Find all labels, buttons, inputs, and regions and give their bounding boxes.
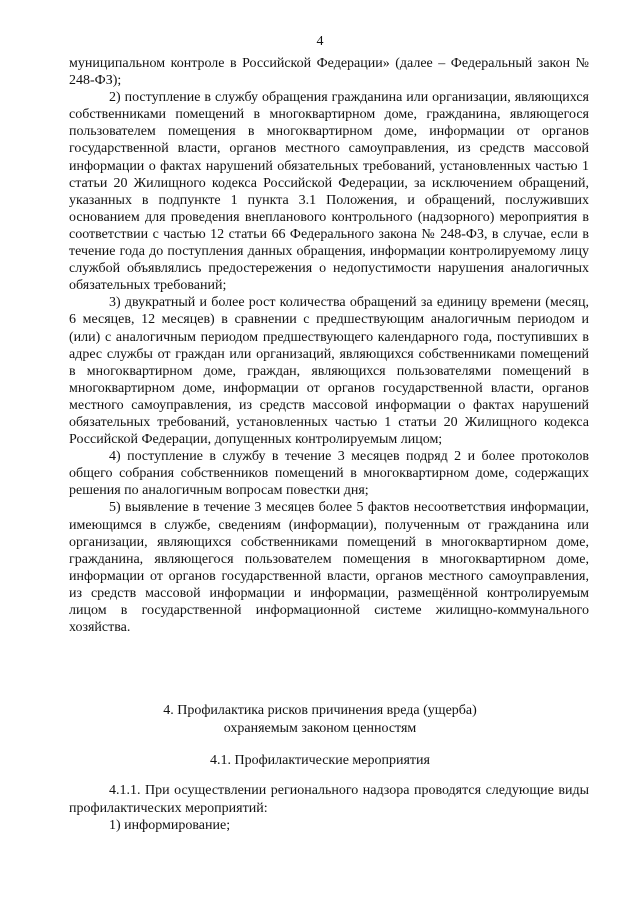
section-heading-line2: охраняемым законом ценностям bbox=[223, 720, 417, 736]
subsection-list-item: 1) информирование; bbox=[109, 818, 231, 833]
subsection-heading: 4.1. Профилактические мероприятия bbox=[210, 753, 430, 768]
page-number: 4 bbox=[316, 34, 324, 49]
section-heading bbox=[0, 702, 640, 737]
document-body bbox=[69, 55, 589, 636]
paragraph-item-2: 2) поступление в службу обращения гражданина или организации, являющихся собственниками помещений в многоквартирном доме, гражданина, являющегося пользователем помещения в многоквартирном доме, информации от органов государственной власти, органов местного самоуправления, из средств массовой информации о фактах нарушений обязательных требований, установленных частью 1 статьи 20 Жилищного кодекса Российской Федерации, за исключением обращений, указанных в подпункте 1 пункта 3.1 Положения, и обращений, послуживших основанием для проведения внепланового контрольного (надзорного) мероприятия в соответствии с частью 12 статьи 66 Федерального закона № 248-ФЗ, в случае, если в течение года до поступления данных обращения, информации контролируемому лицу службой объявлялись предостережения о недопустимости нарушения аналогичных обязательных требований; bbox=[69, 90, 589, 294]
paragraph-continuation: муниципальном контроле в Российской Федерации» (далее – Федеральный закон № 248-ФЗ); bbox=[69, 56, 589, 89]
section-heading-line1: 4. Профилактика рисков причинения вреда (ущерба) bbox=[163, 703, 477, 718]
paragraph-item-3: 3) двукратный и более рост количества обращений за единицу времени (месяц, 6 месяцев, 12 месяцев) в сравнении с предшествующим аналогичным периодом и (или) с аналогичным периодом предшествующего календарного года, поступивших в адрес службы от граждан или организаций, являющихся собственниками помещений в многоквартирном доме, граждан, являющихся пользователями помещений в многоквартирном доме, информации от органов государственной власти, органов местного самоуправления, из средств массовой информации о фактах нарушений обязательных требований, установленных частью 1 статьи 20 Жилищного кодекса Российской Федерации, допущенных контролируемым лицом; bbox=[69, 295, 589, 448]
paragraph-item-4: 4) поступление в службу в течение 3 месяцев подряд 2 и более протоколов общего собрания собственников помещений в многоквартирном доме, содержащих решения по аналогичным вопросам повестки дня; bbox=[69, 449, 589, 499]
paragraph-item-5: 5) выявление в течение 3 месяцев более 5 фактов несоответствия информации, имеющимся в службе, сведениям (информации), полученным от гражданина или организации, являющихся собственниками помещений в многоквартирном доме, гражданина, являющегося пользователем помещения в многоквартирном доме, информации от органов государственной власти, органов местного самоуправления, из средств массовой информации и информации, размещённой контролируемым лицом в государственной информационной системе жилищно-коммунального хозяйства. bbox=[69, 500, 589, 636]
subsection-body bbox=[69, 782, 589, 835]
subsection-paragraph: 4.1.1. При осуществлении регионального надзора проводятся следующие виды профилактических мероприятий: bbox=[69, 783, 589, 816]
